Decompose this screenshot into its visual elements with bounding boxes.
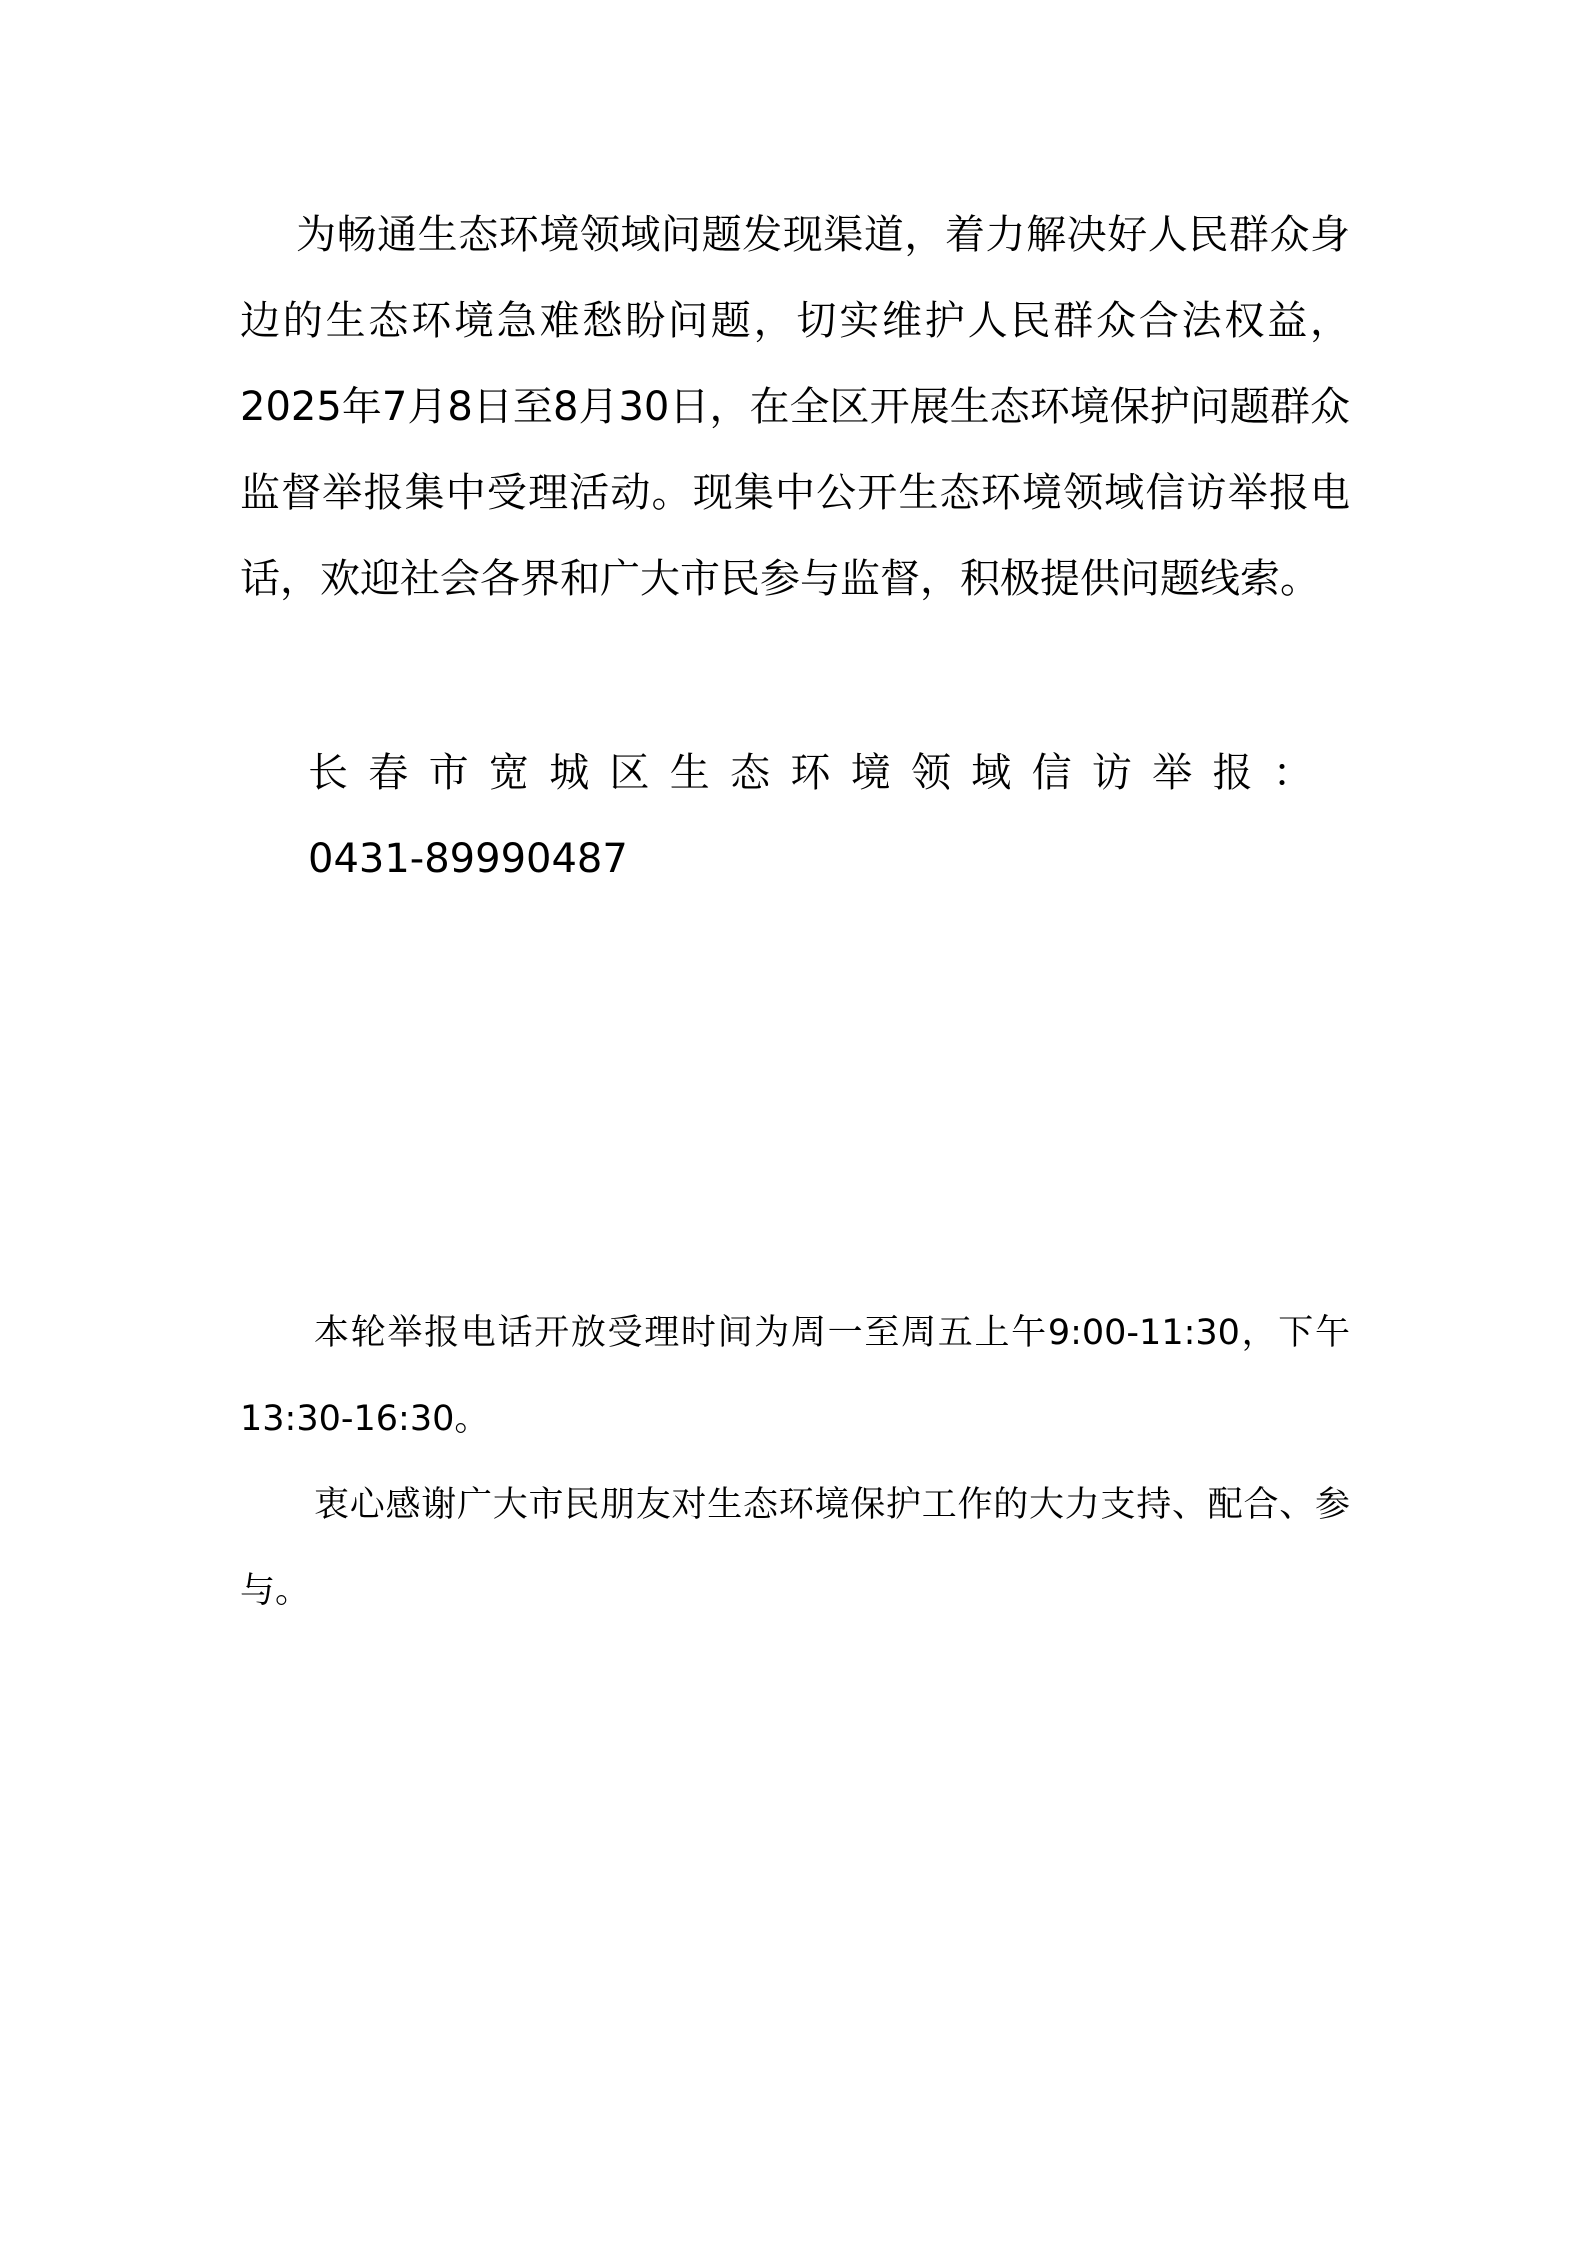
hotline-label: 长春市宽城区生态环境领域信访举报： <box>308 750 1334 796</box>
intro-paragraph: 为畅通生态环境领域问题发现渠道，着力解决好人民群众身边的生态环境急难愁盼问题，切实维护人民群众合法权益，2025年7月8日至8月30日，在全区开展生态环境保护问题群众监督举报集中受理活动。现集中公开生态环境领域信访举报电话，欢迎社会各界和广大市民参与监督，积极提供问题线索。 <box>240 212 1350 602</box>
thanks-paragraph: 衷心感谢广大市民朋友对生态环境保护工作的大力支持、配合、参与。 <box>240 1485 1350 1611</box>
hotline-number: 0431-89990487 <box>308 836 628 882</box>
hours-paragraph: 本轮举报电话开放受理时间为周一至周五上午9:00-11:30，下午13:30-16:30。 <box>240 1313 1350 1439</box>
